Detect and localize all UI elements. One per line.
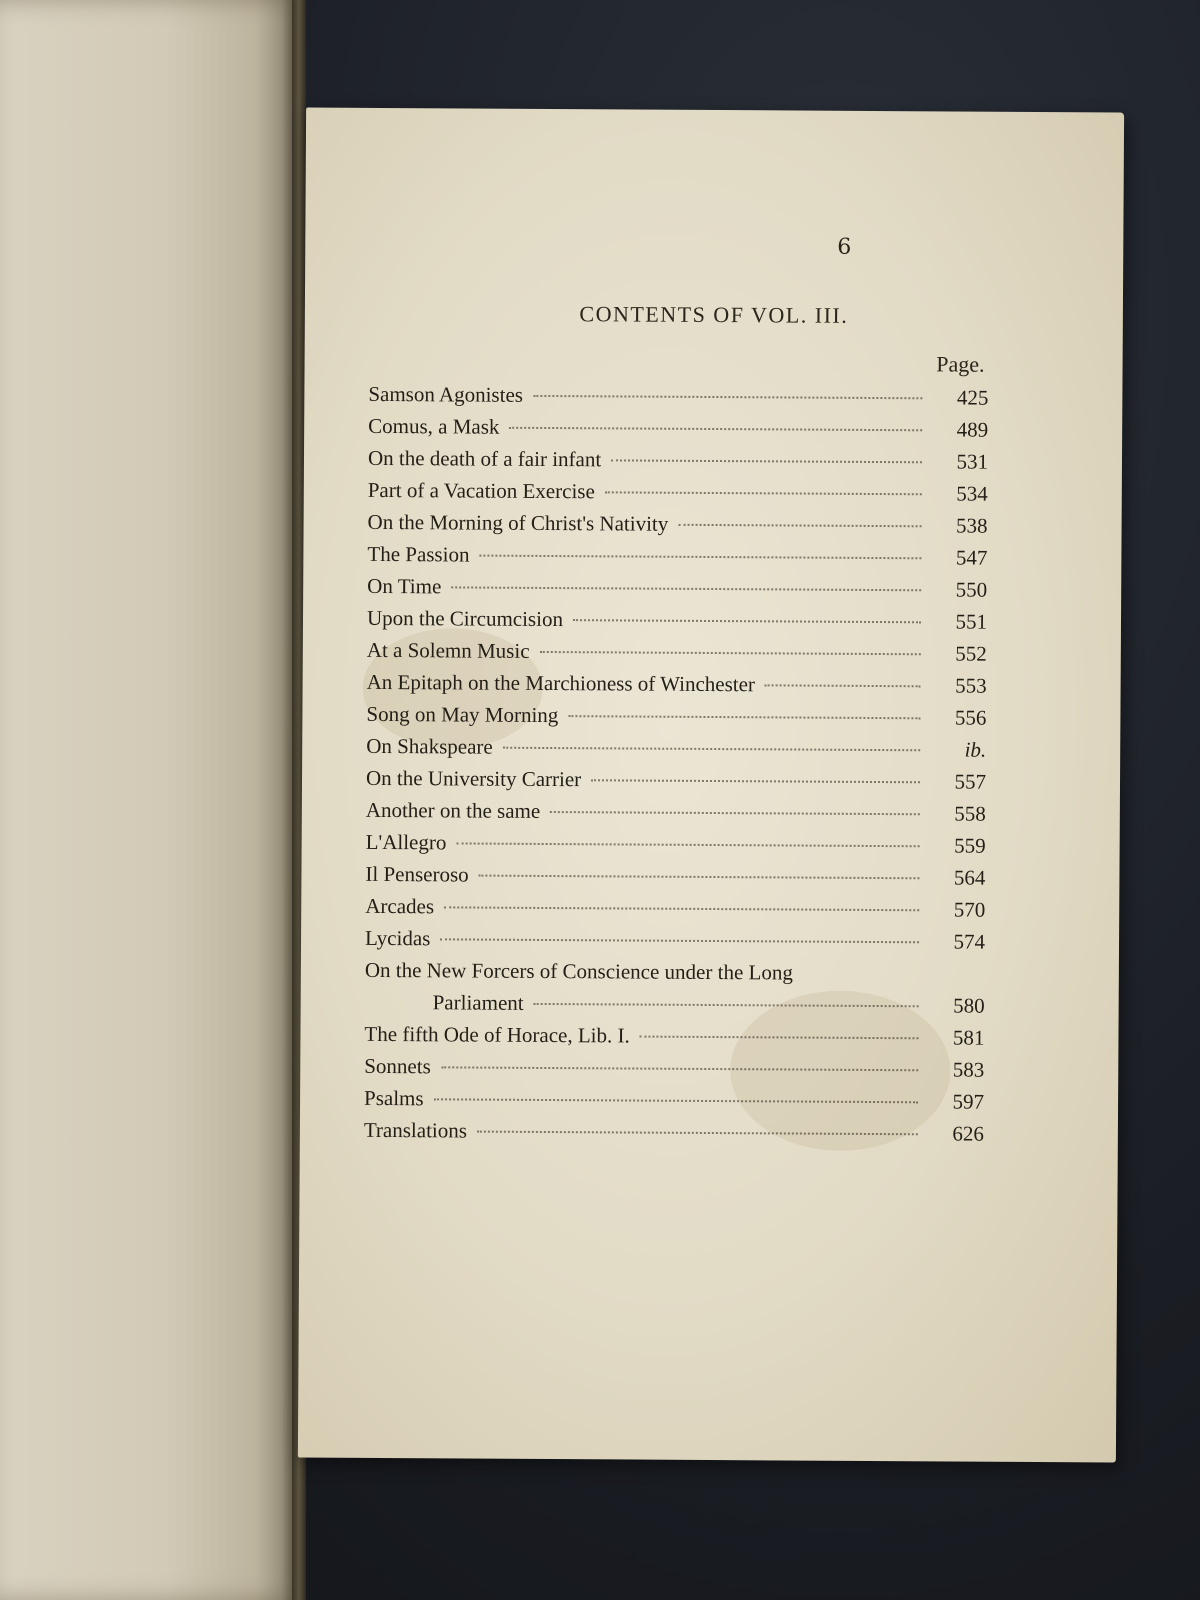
- entry-page: 556: [954, 705, 987, 730]
- entry-page: 564: [953, 865, 986, 890]
- left-page: [0, 0, 300, 1600]
- entry-title: Psalms: [364, 1085, 424, 1111]
- contents-entry: [366, 702, 986, 738]
- contents-entry: [364, 1054, 984, 1090]
- dot-leader: [440, 938, 919, 943]
- entry-page: 489: [956, 417, 989, 442]
- entry-page: 551: [955, 609, 988, 634]
- dot-leader: [451, 586, 921, 591]
- entry-title: Sonnets: [364, 1053, 431, 1079]
- contents-entry: [367, 510, 987, 546]
- entry-title: The fifth Ode of Horace, Lib. I.: [364, 1021, 630, 1048]
- dot-leader: [444, 906, 919, 911]
- dot-leader: [573, 619, 921, 623]
- entry-title: On the University Carrier: [365, 765, 582, 792]
- entry-page: 534: [956, 481, 988, 506]
- entry-title: Samson Agonistes: [368, 381, 524, 407]
- contents-entry: [365, 894, 985, 930]
- entry-page: 570: [953, 897, 986, 922]
- entry-page: 557: [954, 769, 987, 794]
- dot-leader: [503, 747, 920, 752]
- entry-page: 425: [956, 385, 989, 410]
- contents-entry: [368, 478, 988, 514]
- contents-entry: [367, 606, 987, 642]
- entry-title: L'Allegro: [365, 829, 447, 855]
- entry-title: On Shakspeare: [366, 733, 493, 759]
- entry-page: ib.: [964, 737, 987, 762]
- entry-title: Lycidas: [364, 925, 431, 951]
- page-mark: 6: [837, 234, 852, 260]
- page-column-label: Page.: [936, 351, 985, 377]
- contents-entry: [367, 542, 987, 578]
- entry-title: The Passion: [367, 541, 470, 567]
- entry-title: An Epitaph on the Marchioness of Winchester: [366, 669, 756, 697]
- dot-leader: [640, 1036, 919, 1040]
- dot-leader: [534, 1003, 919, 1007]
- entry-title: Comus, a Mask: [368, 413, 500, 439]
- entry-title: At a Solemn Music: [366, 637, 530, 663]
- contents-entry: [367, 670, 987, 706]
- entry-page: 538: [956, 513, 988, 538]
- contents-entry: [368, 382, 988, 418]
- dot-leader: [434, 1098, 918, 1103]
- contents-entry: [368, 414, 988, 450]
- entry-title: Il Penseroso: [365, 861, 469, 887]
- dot-leader: [509, 427, 922, 432]
- contents-entry: [368, 446, 988, 482]
- contents-page: [298, 108, 1124, 1463]
- entry-title: Upon the Circumcision: [366, 605, 564, 632]
- dot-leader: [550, 811, 920, 815]
- contents-list: [364, 382, 989, 1154]
- dot-leader: [568, 715, 920, 719]
- entry-title: On the death of a fair infant: [367, 445, 602, 472]
- dot-leader: [479, 555, 921, 560]
- contents-entry: [365, 958, 985, 1026]
- dot-leader: [533, 395, 922, 399]
- contents-entry: [366, 734, 986, 770]
- dot-leader: [605, 491, 922, 495]
- entry-page: 552: [955, 641, 987, 666]
- entry-page: 550: [955, 577, 988, 602]
- entry-title: Arcades: [365, 893, 435, 919]
- dot-leader: [678, 524, 921, 527]
- entry-title: Translations: [363, 1117, 468, 1143]
- dot-leader: [611, 459, 922, 463]
- contents-entry: [365, 926, 985, 962]
- entry-page: 559: [954, 833, 986, 858]
- entry-page: 626: [952, 1121, 984, 1146]
- contents-entry: [364, 1118, 984, 1154]
- contents-entry: [366, 830, 986, 866]
- entry-title: Another on the same: [365, 797, 541, 823]
- dot-leader: [540, 651, 921, 655]
- dot-leader: [441, 1066, 918, 1071]
- contents-entry: [365, 862, 985, 898]
- contents-entry: [367, 574, 987, 610]
- entry-page: 583: [952, 1057, 985, 1082]
- entry-page: 581: [952, 1025, 985, 1050]
- entry-page: 547: [955, 545, 988, 570]
- entry-title: On the Morning of Christ's Nativity: [367, 509, 669, 536]
- contents-entry: [366, 766, 986, 802]
- entry-page: 580: [953, 993, 985, 1018]
- entry-title: Song on May Morning: [366, 701, 559, 728]
- contents-entry: [367, 638, 987, 674]
- entry-title: Part of a Vacation Exercise: [367, 477, 595, 504]
- dot-leader: [479, 875, 920, 880]
- entry-page: 531: [956, 449, 989, 474]
- contents-entry: [364, 1086, 984, 1122]
- entry-title-continued: Parliament: [432, 990, 524, 1015]
- contents-entry: [366, 798, 986, 834]
- entry-page: 558: [954, 801, 986, 826]
- contents-entry: [364, 1022, 984, 1058]
- page-title: CONTENTS OF VOL. III.: [579, 301, 849, 328]
- entry-title: On the New Forcers of Conscience under the Long: [364, 957, 793, 985]
- dot-leader: [765, 684, 921, 687]
- entry-title: On Time: [367, 573, 442, 599]
- entry-page: 553: [955, 673, 987, 698]
- entry-page: 597: [952, 1089, 985, 1114]
- dot-leader: [591, 779, 920, 783]
- dot-leader: [456, 842, 919, 847]
- dot-leader: [477, 1131, 918, 1136]
- entry-page: 574: [953, 929, 986, 954]
